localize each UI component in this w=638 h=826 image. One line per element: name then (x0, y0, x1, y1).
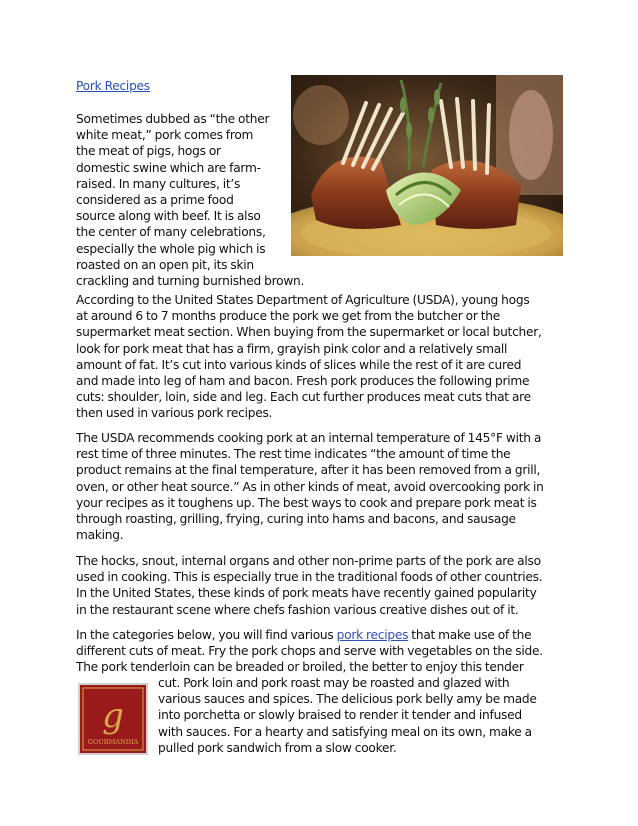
text-line: into porchetta or slowly braised to render it tender and infused (158, 708, 522, 723)
gourmandia-logo (78, 683, 148, 755)
text-line: then used in various pork recipes. (76, 406, 273, 421)
text-line: Sometimes dubbed as “the other (76, 112, 270, 126)
text-line: making. (76, 528, 124, 543)
text-line: cut. Pork loin and pork roast may be roasted and glazed with (158, 676, 510, 690)
paragraph-cooking-temperature (76, 430, 544, 543)
text-line: oven, or other heat source.” As in other kinds of meat, avoid overcooking pork in (76, 479, 544, 494)
text-line: amount of fat. It’s cut into various kinds of slices while the rest of it are cured (76, 357, 522, 372)
text-line: domestic swine which are farm- (76, 160, 261, 175)
text-line: raised. In many cultures, it’s (76, 176, 241, 191)
pork-recipes-link[interactable]: pork recipes (336, 628, 409, 642)
text-line: product remains at the final temperature, after it has been removed from a grill, (76, 463, 541, 478)
text-line: pulled pork sandwich from a slow cooker. (158, 740, 397, 755)
text-line: the meat of pigs, hogs or (76, 144, 221, 159)
text-line: considered as a prime food (76, 193, 234, 208)
intro-paragraph (76, 111, 304, 289)
text-line: through roasting, grilling, frying, curing into hams and bacons, and sausage (76, 512, 516, 527)
text-line: white meat,” pork comes from (76, 128, 254, 143)
text-fragment: that make use of the (408, 628, 532, 642)
paragraph-categories (76, 627, 543, 676)
text-line: your recipes as it toughens up. The best ways to cook and prepare pork meat is (76, 495, 537, 510)
page-title (76, 78, 150, 94)
logo-wordmark: GOURMANDIA (87, 738, 139, 746)
gourmandia-logo-icon (78, 683, 148, 755)
text-line: cuts: shoulder, loin, side and leg. Each cut further produces meat cuts that are (76, 390, 531, 405)
text-line: According to the United States Department of Agriculture (USDA), young hogs (76, 293, 530, 307)
text-line: crackling and turning burnished brown. (76, 274, 305, 289)
text-fragment: In the categories below, you will find various (76, 628, 337, 642)
text-line: the center of many celebrations, (76, 225, 266, 240)
paragraph-categories-continued (158, 675, 537, 756)
text-line: source along with beef. It is also (76, 209, 261, 224)
text-line: In the United States, these kinds of pork meats have recently gained popularity (76, 586, 537, 601)
text-line: The hocks, snout, internal organs and other non-prime parts of the pork are also (76, 554, 541, 568)
text-line: especially the whole pig which is (76, 241, 266, 256)
text-line: used in cooking. This is especially true in the traditional foods of other countries. (76, 570, 543, 585)
logo-letter: g (102, 696, 124, 736)
text-line: with sauces. For a hearty and satisfying meal on its own, make a (158, 724, 532, 739)
text-line: at around 6 to 7 months produce the pork we get from the butcher or the (76, 309, 500, 324)
text-line: look for pork meat that has a firm, grayish pink color and a relatively small (76, 341, 508, 356)
text-line: The pork tenderloin can be breaded or broiled, the better to enjoy this tender (76, 660, 524, 675)
pork-rack-image (291, 75, 563, 256)
pork-rack-photo (291, 75, 563, 256)
title-link[interactable]: Pork Recipes (76, 79, 150, 93)
text-line: and made into leg of ham and bacon. Fresh pork produces the following prime (76, 374, 530, 389)
text-line: The USDA recommends cooking pork at an internal temperature of 145°F with a (76, 431, 542, 445)
text-line: rest time of three minutes. The rest time indicates “the amount of time the (76, 447, 511, 462)
text-line: roasted on an open pit, its skin (76, 257, 254, 272)
text-line: various sauces and spices. The delicious pork belly amy be made (158, 692, 537, 707)
paragraph-non-prime-parts (76, 553, 542, 618)
text-line: in the restaurant scene where chefs fashion various creative dishes out of it. (76, 602, 519, 617)
text-line: different cuts of meat. Fry the pork chops and serve with vegetables on the side. (76, 644, 543, 659)
text-line (76, 627, 543, 643)
paragraph-usda-hogs (76, 292, 542, 422)
text-line: supermarket meat section. When buying from the supermarket or local butcher, (76, 325, 542, 340)
